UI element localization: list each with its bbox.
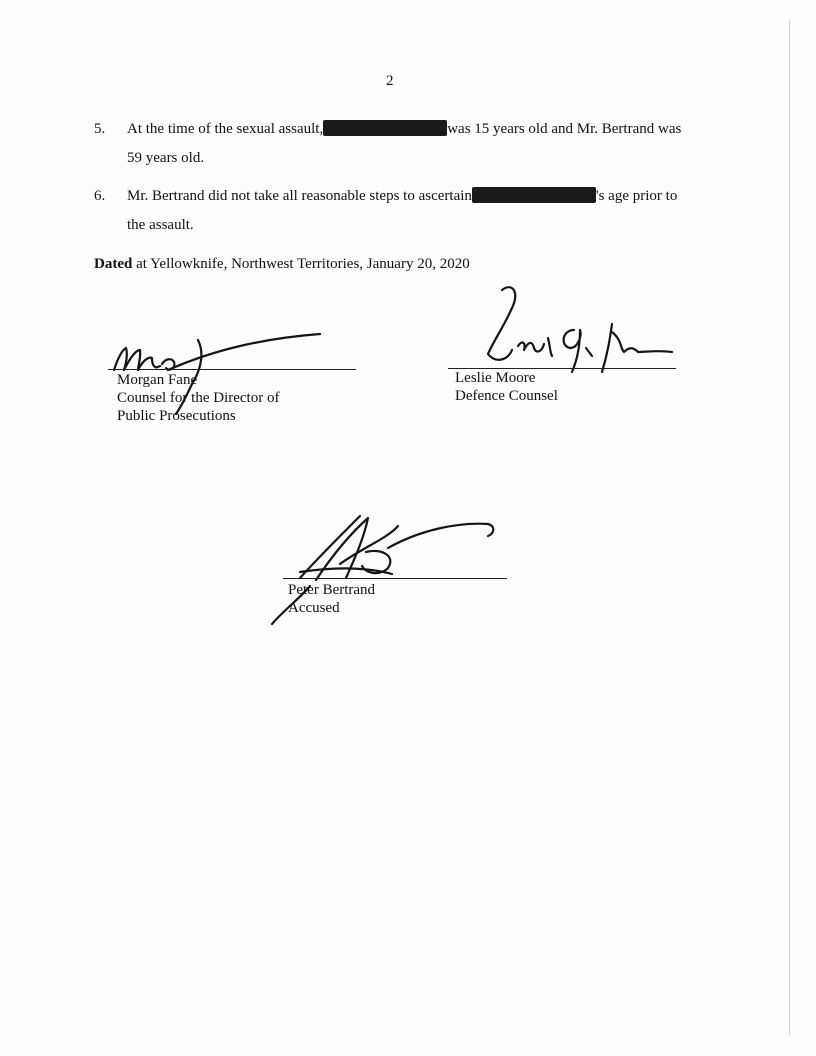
- signatory-name: Leslie Moore: [455, 370, 536, 386]
- page-number: 2: [386, 73, 394, 89]
- signatory-title: Defence Counsel: [455, 388, 558, 404]
- signatory-defence: [455, 369, 558, 405]
- signatory-accused: [288, 581, 375, 617]
- signatory-name: Peter Bertrand: [288, 582, 376, 598]
- paragraph-text-before: Mr. Bertrand did not take all reasonable steps to ascertain: [127, 188, 472, 204]
- signatory-title: Public Prosecutions: [117, 408, 236, 424]
- paragraph-text-line2: 59 years old.: [127, 150, 205, 166]
- signature-line: [108, 369, 356, 370]
- redaction-block: [472, 187, 596, 203]
- paragraph-text-after: 's age prior to: [595, 188, 678, 204]
- signatory-title: Counsel for the Director of: [117, 390, 280, 406]
- scan-edge-line: [789, 20, 790, 1035]
- dated-line: [94, 256, 470, 273]
- paragraph-text-after: was 15 years old and Mr. Bertrand was: [447, 121, 682, 137]
- paragraph-number: 6.: [94, 188, 106, 204]
- dated-text: at Yellowknife, Northwest Territories, January 20, 2020: [132, 256, 470, 272]
- signatory-title: Accused: [288, 600, 340, 616]
- paragraph-text-line2: the assault.: [127, 217, 194, 233]
- paragraph-body: [127, 182, 697, 240]
- redaction-block: [323, 120, 447, 136]
- signatory-crown: [117, 371, 279, 425]
- signature-leslie-moore: [462, 282, 682, 382]
- signatory-name: Morgan Fane: [117, 372, 198, 388]
- signature-line: [283, 578, 507, 579]
- paragraph-number: 5.: [94, 121, 106, 137]
- dated-label: Dated: [94, 256, 133, 272]
- paragraph-text-before: At the time of the sexual assault,: [127, 121, 324, 137]
- paragraph-body: [127, 115, 697, 173]
